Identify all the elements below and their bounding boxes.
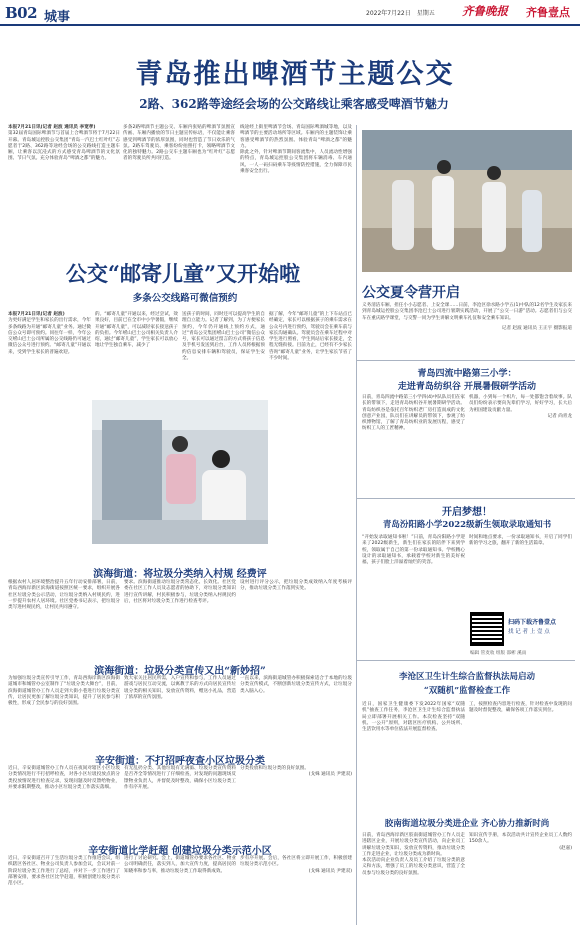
binhai2-col-3 <box>240 676 352 695</box>
anxin2-credit: (戈姝 通讯员 尹建双) <box>308 868 352 874</box>
column-divider <box>356 125 357 925</box>
dream-text-2: 时间和地点要求，一份录取通知书，开启了同学们新的学习之旅，翻开了新的生活篇章。 <box>469 535 572 547</box>
sdlz-subheadline: 走进青岛纺织谷 开展暑假研学活动 <box>397 382 537 392</box>
binhai2-text-3: 一直以来，滨海街道城管办积极探索适合于本地的垃圾分类宣传模式，不断创新垃圾分类宣传方式，让垃圾分类入脑入心。 <box>240 676 352 694</box>
anxin2-col-2 <box>124 856 236 875</box>
lead-byline: 本报7月21日讯(记者 赵波 通讯员 李宽孝) <box>8 125 96 130</box>
dream-text-1: “开始发录取通知书啦！”日前，青岛汾阳路小学迎来了2022级新生，新生们在家长的陪伴下来到学校，领取属于自己的第一份录取通知书。学校精心设计的录取通知书，承载着学校对新生的美好祝福，孩子们脸上洋溢着灿烂的笑容。 <box>362 535 465 566</box>
binhai-text-2: 要求。滨海街道推动垃圾分类常态化、长效化。社区党委在社区工作人员及志愿者的协助下，对垃圾分类知识进行宣传讲解，村民积极参与，垃圾分类纳入村规民约后，社区将对垃圾分类工作进行检查考评。 <box>124 580 236 604</box>
jn-text-1: 日前，青岛西海岸新区胶南街道城管办工作人员走进辖区企业，开展垃圾分类宣传活动，向企业员工讲解垃圾分类知识，发放宣传资料，推动垃圾分类工作走进企业，让垃圾分类成为新时尚。 <box>362 833 465 857</box>
lead-col-2 <box>123 125 235 163</box>
anxin-col-3 <box>240 766 352 779</box>
mail-headline: 公交“邮寄儿童”又开始啦 <box>65 261 301 286</box>
sdlz-col-1 <box>362 395 465 433</box>
summer-credits: 记者 赵波 通讯员 王正宇 摄影报道 <box>501 325 572 331</box>
qr-caption-2: 找 记 者 上 壹 点 <box>508 629 550 635</box>
binhai-col-2 <box>124 580 236 605</box>
divider <box>357 498 575 499</box>
summer-text: 义务清洁车厢、担任小小志愿者、上安全课……日前，李沧区徐水路小学五(1)中队的12名学生及家长来到青岛城运控股公交集团李沧巴士公司进行暑期实践活动，开展了“公交一日游”活动。志愿者们与公交车在重庆路学课堂，与交警一同为学生讲解文明乘车礼仪和安全乘车知识。 <box>362 303 572 321</box>
mail-text-1: 为更好满足学生和家长的出行需求，今年多条线路为开通“邮寄儿童”业务。通过微信公众号即可预约。同往年一样，今年公交崂山巴士公司所属的公交线路仍可通过微信公众号进行预约。“邮寄儿童”开通以来，受到学生家长的普遍欢迎。 <box>8 318 91 355</box>
anxin2-text-1: 近日，辛安街道召开了生活垃圾分类工作推进会议，组织辖区各社区、物业公司负责人参加会议，会议对前一阶段垃圾分类工作进行了总结，并对下一步工作进行了部署安排，要求各社区比学赶超，积极创建垃圾分类示范小区。 <box>8 856 120 887</box>
jn-credit: (赵嘉) <box>559 845 572 851</box>
lc-col-2 <box>469 702 572 715</box>
page-number: B02 <box>5 4 38 22</box>
sdlz-text-1: 日前，青岛四流中路第三小学四(4)中队队员们在家长的带领下，走进青岛纺织谷开展暑期研学活动。青岛纺织谷是依托百年纺织老厂房打造而成的文化创意产业园，队员们在讲解员的带领下，参观了纺织博物馆，了解了青岛纺织业的发展历程，感受了纺织工人的工匠精神。 <box>362 395 465 432</box>
summer-headline: 公交夏令营开启 <box>362 285 460 301</box>
anxin-credit: (戈姝 通讯员 尹建双) <box>308 772 352 778</box>
editors-line: 编辑 管麦收 组版 邵彬 溪雨 <box>470 651 527 656</box>
anxin2-text-2: 进行了讨论研究。会上，街道城管办要求各社区、物业公司明确责任，落实到人，加大宣传力度，提高居民的知晓率和参与率，推动垃圾分类工作取得新成效。 <box>124 856 236 874</box>
binhai2-text-1: 为加强垃圾分类宣传引导工作，青岛西海岸新区滨海街道城市和城管办公室制作了“垃圾分类大舞台”，目前，滨海街道城管办工作人员走到大街小巷进行垃圾分类宣传，让居民更加了解垃圾分类知识，提升了居民参与积极性，形成了全民参与的良好氛围。 <box>8 676 120 707</box>
binhai2-col-1 <box>8 676 120 707</box>
anxin-text-3: 分类投放和垃圾分类的良好氛围。 <box>240 766 309 771</box>
jn-col-2 <box>469 833 572 852</box>
anxin-text-2: 有无乱扔分类、其他垃圾有无满溢、垃圾分类宣传资料是否齐全等情况进行了仔细检查，对发现的问题现场反馈物业负责人，并督促及时整改，确保小区垃圾分类工作有序开展。 <box>124 766 236 790</box>
lead-col-1 <box>8 125 120 163</box>
lc-text-2: 工，按照检查内容进行检查，针对检查中发现的问题及时督促整改，确保各项工作落实到位。 <box>469 702 572 714</box>
anxin-text-1: 近日，辛安街道城管办工作人员在夜间对辖区小区垃圾分类情况进行不打招呼检查，对各小区垃圾投放点的分类投放情况进行检查记录，发现问题及时反馈给物业，并要求限期整改，推动小区垃圾分类工作落实落细。 <box>8 766 120 790</box>
jn-col-1 <box>362 833 465 877</box>
anxin2-text-3: 步有序开展。会后，各社区将立即开展工作，积极创建垃圾分类示范小区。 <box>240 856 352 868</box>
anxin2-headline: 辛安街道比学赶超 创建垃圾分类示范小区 <box>88 846 272 857</box>
lc-subheadline: “双随机”监督检查工作 <box>423 686 511 696</box>
anxin2-col-3 <box>240 856 352 875</box>
binhai-text-3: 设村进行评分公示，把垃圾分类成效纳入年度考核评分，推动垃圾分类工作落到实处。 <box>240 580 352 592</box>
mail-text-3: 送孩子的时间，同时还可以提高学生的自理自立能力。记者了解到，为了方便家长预约，今年仍开通线上预约方式，通过“青岛公交集团崂山巴士公司”微信公众号，家长可以通过留言的方式将孩子信息及手机号发送到后台，工作人员将根据预约信息安排车辆和驾驶员，保证学生安全。 <box>182 312 265 362</box>
binhai-text-1: 根据农村人居环境整治提升五年行动安排部署，日前，青岛西海岸新区滨海街道按照区统一要求，组织开展各社区垃圾分类公示活动，让垃圾分类纳入村规民约，进一步提升农村人居环境。社区党委书记表示，把垃圾分类写进村规民约，让村民共同遵守。 <box>8 580 120 611</box>
lead-col-3 <box>240 125 352 175</box>
lead-text-3: 线途经上街里啤酒节会场、青岛国际啤酒城等地，以及啤酒节的主要活动场所等区域。车厢内的主题装饰让乘客感受啤酒节的热烈氛围。体验青岛“啤酒之都”的魅力。 <box>240 125 352 149</box>
qr-caption: 扫码下载齐鲁壹点 <box>508 619 557 626</box>
jn-text-2: 本次活动向企业负责人及员工介绍了垃圾分类的意义和方法，增强了员工的垃圾分类意识，营造了全员参与垃圾分类的良好氛围。 <box>362 858 465 876</box>
mail-col-3 <box>182 312 265 362</box>
binhai-col-1 <box>8 580 120 611</box>
issue-date: 2022年7月22日 星期五 <box>366 10 435 17</box>
binhai-col-3 <box>240 580 352 593</box>
newspaper-logo: 齐鲁晚报 <box>462 4 508 18</box>
sdlz-text-2: 机器，小到每一个织片，每一处都饱含着故事。队员们纷纷表示要向先辈们学习，好好学习，长大后为祖国建设贡献力量。 <box>469 395 572 413</box>
qr-code <box>470 612 504 646</box>
binhai-headline: 滨海街道：将垃圾分类纳入村规 经费评 <box>93 569 267 580</box>
divider <box>357 360 575 361</box>
binhai2-col-2 <box>124 676 236 701</box>
lc-text-1: 近日，国家卫生健康委下发2022年国家“双随机”抽查工作任务，李沧区卫生计生综合监督执法局立即部署开展相关工作。本次检查坚持“双随机、一公开”原则，对辖区医疗机构、公共场所、生活饮用水等单位依法开展监督检查。 <box>362 702 465 733</box>
binhai2-headline: 滨海街道：垃圾分类宣传又出“新妙招” <box>94 666 266 677</box>
lead-text-1: 第32届青岛国际啤酒节与首届上合啤酒节将于7月22日开幕。青岛城运控股公交集团“青岛一汽巴士红叶红”志愿者于2路、362路等途经会场的公交路线打造主题车厢，让乘客以沉浸式的方式感受青岛啤酒节的文化氛围、节日气氛。充分体验青岛“啤酒之都”的魅力。 <box>8 131 120 162</box>
mail-col-1 <box>8 312 91 356</box>
anxin-col-2 <box>124 766 236 791</box>
anxin-headline: 辛安街道：不打招呼夜查小区垃圾分类 <box>95 756 265 767</box>
lead-text-4: 除此之外，针对啤酒节期间客流集中，人员流动性增强的特点，青岛城运控股公交集团将车辆消毒、车内通风、一人一码扫码乘车等疫情防控措施，全力保障市民乘客安全出行。 <box>240 150 352 175</box>
lc-col-1 <box>362 702 465 733</box>
app-logo: 齐鲁壹点 <box>526 6 570 19</box>
summer-body <box>362 303 572 332</box>
lc-headline: 李沧区卫生计生综合监督执法局启动 <box>398 672 535 682</box>
lead-text-2: 多条2路啤酒节主题公交、车厢内张贴的啤酒节氛围宣传画、车厢内播放的节日主题宣传标语，不仅能让乘客感受到啤酒节的浓厚氛围，同时也营造了节日欢乐的气氛。2路车驾驶员、乘客纷纷拍照打卡，领略啤酒节文化的独特魅力。2路公交车主题车厢也为“红叶红”志愿者的驾驶员所共同打造。 <box>123 125 235 162</box>
mail-subheadline: 多条公交线路可微信预约 <box>132 293 238 304</box>
summer-camp-photo <box>362 130 572 272</box>
dream-subheadline: 青岛汾阳路小学2022级新生领取录取通知书 <box>382 520 552 530</box>
sdlz-col-2 <box>469 395 572 420</box>
dream-col-2 <box>469 535 572 548</box>
lead-headline: 青岛推出啤酒节主题公交 <box>135 59 455 90</box>
mail-text-2: 的。“邮寄儿童”开通以来，经过尝试，效果良好，目前已在全市中小学暑假，继续开通“邮寄儿童”，可以减轻家长接送孩子的负担。今年崂山巴士公司相关负责人介绍，通过“邮寄儿童”，学生家长可以放心地让学生独自乘车，减少了 <box>95 312 178 349</box>
binhai2-text-2: 致大家关注居民所需，入户宣传和参与，工作人员通过游戏与居民互动交流，以寓教于乐的方式向居民宣传垃圾分类的相关知识，发放宣传资料，赠送小礼品，营造了浓厚的宣传氛围。 <box>124 676 236 700</box>
dream-headline: 开启梦想！ <box>442 507 492 518</box>
mail-col-2 <box>95 312 178 350</box>
jn-headline: 胶南街道垃圾分类进企业 齐心协力推新时尚 <box>384 819 550 829</box>
anxin2-col-1 <box>8 856 120 887</box>
mail-text-4: 据了解，今年“邮寄儿童”的上下车站点已经确定，家长可以根据孩子的乘车需求在公众号内进行预约，驾驶员会在乘车前与家长沟通确认。驾驶员会在乘车过程中对学生进行照看，学生到站后家长接走，全程无缝衔接。目前为止，已经有不少家长咨询“邮寄儿童”业务，让学生家长节省了不少时间。 <box>269 312 352 362</box>
lead-subheadline: 2路、362路等途经会场的公交路线让乘客感受啤酒节魅力 <box>139 97 449 111</box>
dream-col-1 <box>362 535 465 566</box>
mail-byline: 本报7月21日讯(记者 赵波) <box>8 312 65 317</box>
divider <box>357 660 575 661</box>
bus-photo <box>92 400 268 544</box>
sdlz-credit: 记者 尚青龙 <box>547 413 572 419</box>
sdlz-headline: 青岛四流中路第三小学： <box>417 369 517 379</box>
anxin-col-1 <box>8 766 120 791</box>
mail-col-4 <box>269 312 352 362</box>
section-name: 城事 <box>44 10 71 25</box>
jn-text-3: 知识宣传手册，本次活动共计宣传企业员工人数约150余人。 <box>469 833 572 845</box>
